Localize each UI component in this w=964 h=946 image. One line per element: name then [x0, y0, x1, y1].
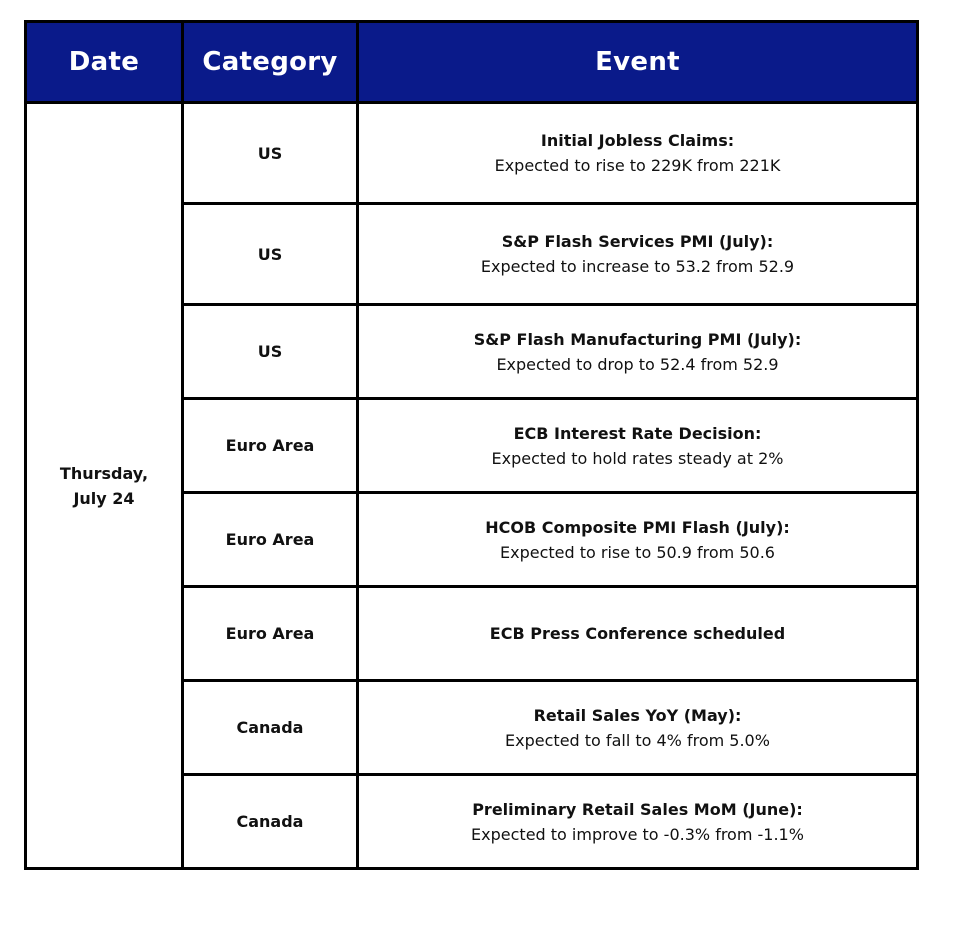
date-weekday: Thursday,: [59, 463, 149, 483]
category-cell: Euro Area: [183, 587, 358, 681]
event-cell: [358, 204, 918, 305]
event-cell: [358, 103, 918, 204]
header-category: Category: [183, 22, 358, 103]
header-row: [26, 22, 918, 103]
event-cell: [358, 681, 918, 775]
table-row: [26, 103, 918, 204]
table-body: [26, 103, 918, 869]
event-description: Expected to rise to 229K from 221K: [494, 156, 781, 175]
event-description: Expected to increase to 53.2 from 52.9: [480, 257, 795, 276]
event-cell: [358, 493, 918, 587]
event-title: ECB Press Conference scheduled: [489, 624, 786, 643]
event-title: HCOB Composite PMI Flash (July):: [485, 517, 790, 537]
event-description: Expected to drop to 52.4 from 52.9: [496, 354, 779, 374]
event-description: Expected to improve to -0.3% from -1.1%: [471, 824, 804, 844]
event-title: S&P Flash Manufacturing PMI (July):: [473, 329, 802, 349]
event-cell: [358, 587, 918, 681]
category-cell: Euro Area: [183, 399, 358, 493]
category-cell: US: [183, 204, 358, 305]
category-cell: Canada: [183, 681, 358, 775]
event-title: Initial Jobless Claims:: [540, 131, 735, 150]
date-cell: [26, 103, 183, 869]
event-cell: [358, 399, 918, 493]
category-cell: US: [183, 103, 358, 204]
header-date: Date: [26, 22, 183, 103]
event-cell: [358, 775, 918, 869]
date-day: July 24: [73, 488, 135, 508]
category-cell: US: [183, 305, 358, 399]
event-description: Expected to hold rates steady at 2%: [491, 448, 784, 468]
economic-calendar-table: [24, 20, 919, 870]
header-event: Event: [358, 22, 918, 103]
category-cell: Euro Area: [183, 493, 358, 587]
event-description: Expected to fall to 4% from 5.0%: [505, 730, 770, 750]
event-title: Preliminary Retail Sales MoM (June):: [472, 799, 803, 819]
table-header: [26, 22, 918, 103]
event-title: ECB Interest Rate Decision:: [513, 423, 762, 443]
event-title: Retail Sales YoY (May):: [533, 705, 742, 725]
event-title: S&P Flash Services PMI (July):: [501, 232, 774, 251]
category-cell: Canada: [183, 775, 358, 869]
event-cell: [358, 305, 918, 399]
event-description: Expected to rise to 50.9 from 50.6: [500, 542, 775, 562]
